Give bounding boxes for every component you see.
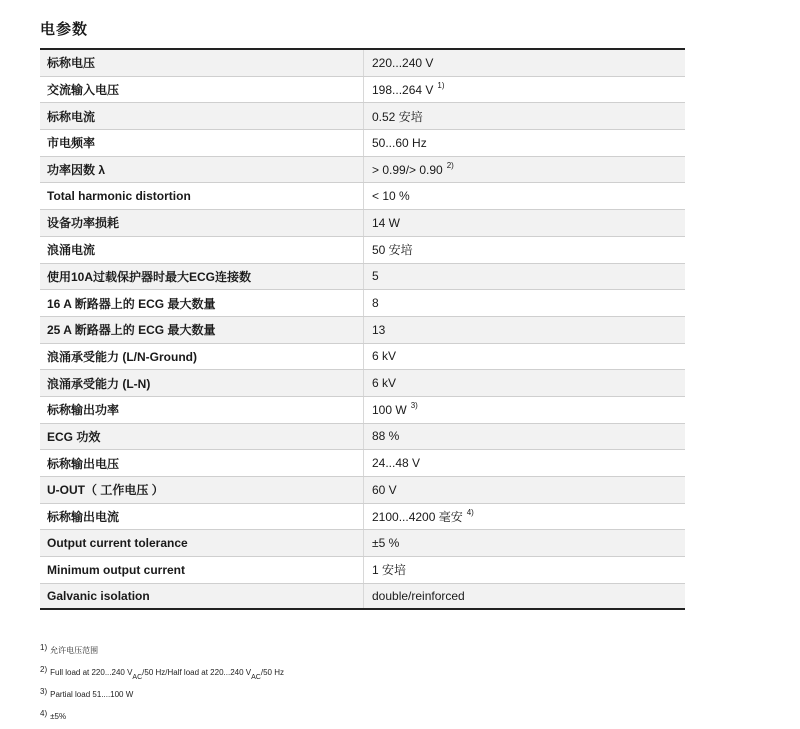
row-label: 浪涌承受能力 (L/N-Ground): [40, 344, 364, 370]
value-text: 220...240 V: [372, 55, 434, 70]
value-text: ±5 %: [372, 536, 400, 551]
value-text: 8: [372, 296, 379, 311]
footnote-number: 1): [40, 643, 48, 652]
row-value: [364, 504, 474, 530]
row-label: 标称输出功率: [40, 397, 364, 423]
value-text: 100 W: [372, 402, 407, 417]
row-label: 交流输入电压: [40, 77, 364, 103]
table-row: [40, 317, 685, 344]
row-label: 标称电压: [40, 50, 364, 76]
footnote-1: [40, 640, 284, 662]
value-text: 50 安培: [372, 243, 413, 258]
row-value: [364, 424, 403, 450]
row-value: [364, 397, 418, 423]
footnote-subscript: AC: [132, 673, 143, 681]
row-value: [364, 344, 400, 370]
value-text: 60 V: [372, 482, 397, 497]
row-label: 功率因数 λ: [40, 157, 364, 183]
value-text: < 10 %: [372, 189, 410, 204]
value-text: 1 安培: [372, 563, 407, 578]
table-row: [40, 557, 685, 584]
row-label: 25 A 断路器上的 ECG 最大数量: [40, 317, 364, 343]
value-text: 14 W: [372, 215, 401, 230]
table-row: [40, 290, 685, 317]
row-label: Output current tolerance: [40, 530, 364, 556]
section-title: 电参数: [40, 21, 89, 38]
footnote-text-b: /50 Hz/Half load at 220...240 V: [142, 667, 252, 677]
row-value: [364, 584, 469, 609]
row-value: [364, 317, 389, 343]
value-text: 13: [372, 322, 386, 337]
table-row: [40, 264, 685, 291]
footnote-text: ±5%: [50, 711, 67, 721]
table-row: [40, 397, 685, 424]
footnote-ref: 4): [466, 508, 474, 518]
electrical-parameters-table: [40, 48, 685, 610]
row-label: 标称电流: [40, 103, 364, 129]
row-value: [364, 290, 383, 316]
table-row: [40, 424, 685, 451]
footnote-ref: 2): [446, 161, 454, 171]
row-value: [364, 103, 427, 129]
footnote-text: 允许电压范围: [50, 646, 99, 655]
row-value: [364, 450, 424, 476]
row-label: 浪涌电流: [40, 237, 364, 263]
row-value: [364, 210, 404, 236]
value-text: > 0.99/> 0.90: [372, 162, 443, 177]
value-text: 6 kV: [372, 376, 397, 391]
value-text: double/reinforced: [372, 589, 465, 604]
row-label: 标称输出电压: [40, 450, 364, 476]
footnote-ref: 3): [410, 401, 418, 411]
footnote-2: [40, 662, 284, 685]
table-row: [40, 370, 685, 397]
row-label: 16 A 断路器上的 ECG 最大数量: [40, 290, 364, 316]
value-text: 50...60 Hz: [372, 135, 427, 150]
row-value: [364, 157, 454, 183]
row-label: 设备功率损耗: [40, 210, 364, 236]
footnote-number: 4): [40, 708, 48, 718]
table-row: [40, 504, 685, 531]
table-row: [40, 50, 685, 77]
table-row: [40, 210, 685, 237]
footnote-number: 2): [40, 664, 48, 674]
row-value: [364, 370, 400, 396]
row-label: ECG 功效: [40, 424, 364, 450]
row-value: [364, 50, 437, 76]
row-value: [364, 183, 414, 209]
row-label: 浪涌承受能力 (L-N): [40, 370, 364, 396]
footnote-text-a: Full load at 220...240 V: [50, 667, 133, 677]
row-label: U-OUT（ 工作电压 ）: [40, 477, 364, 503]
value-text: 24...48 V: [372, 456, 421, 471]
table-row: [40, 477, 685, 504]
row-label: Galvanic isolation: [40, 584, 364, 609]
table-row: [40, 344, 685, 371]
table-row: [40, 130, 685, 157]
table-row: [40, 103, 685, 130]
value-text: 88 %: [372, 429, 400, 444]
row-value: [364, 237, 417, 263]
row-label: Total harmonic distortion: [40, 183, 364, 209]
value-text: 2100...4200 毫安: [372, 510, 463, 525]
row-value: [364, 477, 401, 503]
footnote-text: Partial load 51....100 W: [50, 690, 134, 699]
row-value: [364, 530, 403, 556]
footnote-ref: 1): [437, 81, 445, 91]
value-text: 198...264 V: [372, 82, 434, 97]
row-label: 市电频率: [40, 130, 364, 156]
value-text: 5: [372, 269, 379, 284]
row-label: 标称输出电流: [40, 504, 364, 530]
row-label: Minimum output current: [40, 557, 364, 583]
value-text: 0.52 安培: [372, 109, 423, 124]
value-text: 6 kV: [372, 349, 397, 364]
table-row: [40, 450, 685, 477]
row-value: [364, 264, 383, 290]
row-value: [364, 557, 410, 583]
row-label: 使用10A过载保护器时最大ECG连接数: [40, 264, 364, 290]
footnotes: [40, 640, 284, 727]
table-row: [40, 584, 685, 611]
row-value: [364, 130, 431, 156]
footnote-text-c: /50 Hz: [260, 667, 284, 677]
table-row: [40, 237, 685, 264]
footnote-subscript: AC: [251, 673, 261, 681]
footnote-number: 3): [40, 687, 48, 696]
footnote-3: [40, 684, 284, 706]
table-row: [40, 530, 685, 557]
footnote-4: [40, 706, 284, 728]
table-row: [40, 77, 685, 104]
table-row: [40, 183, 685, 210]
table-row: [40, 157, 685, 184]
row-value: [364, 77, 445, 103]
